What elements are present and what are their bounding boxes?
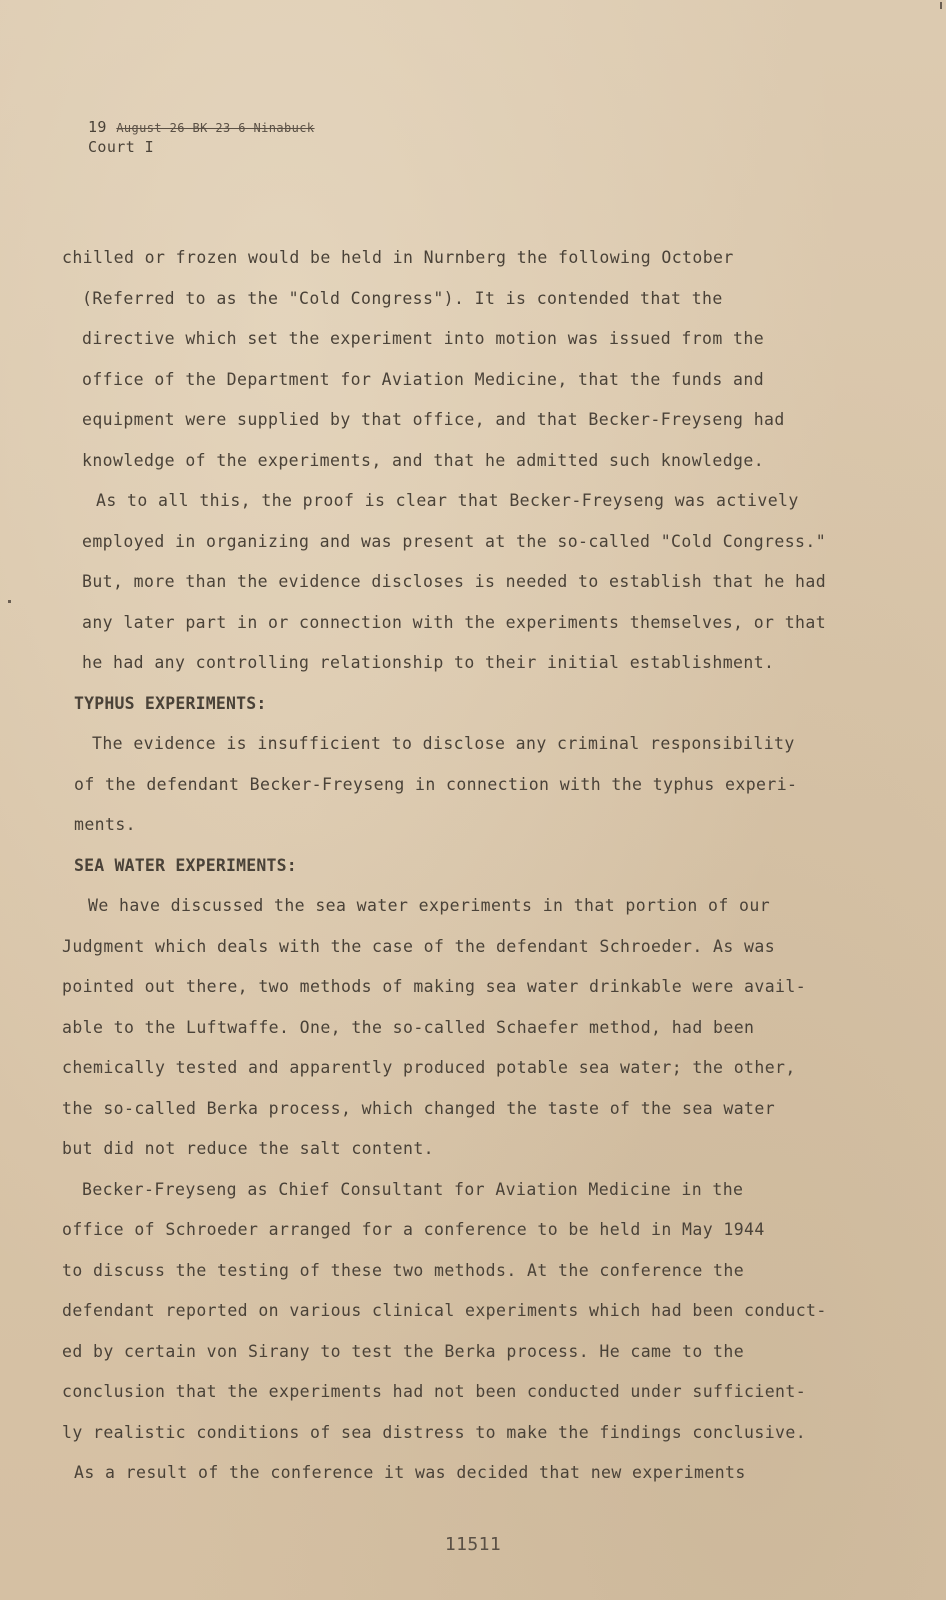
text-line: employed in organizing and was present at the so-called "Cold Congress." xyxy=(82,531,827,551)
page-number: 11511 xyxy=(444,1534,502,1555)
text-line: Judgment which deals with the case of the defendant Schroeder. As was xyxy=(62,936,776,956)
text-line: pointed out there, two methods of making sea water drinkable were avail- xyxy=(62,977,807,996)
text-line: chemically tested and apparently produced potable sea water; the other, xyxy=(62,1058,796,1077)
text-line: to discuss the testing of these two methods. At the conference the xyxy=(62,1260,745,1280)
text-line: But, more than the evidence discloses is needed to establish that he had xyxy=(82,572,827,591)
text-line: As a result of the conference it was decided that new experiments xyxy=(74,1463,746,1482)
text-line: office of the Department for Aviation Medicine, that the funds and xyxy=(82,369,765,389)
text-line: office of Schroeder arranged for a conference to be held in May 1944 xyxy=(62,1220,765,1239)
text-line: but did not reduce the salt content. xyxy=(62,1139,435,1158)
paper-mark xyxy=(940,2,942,9)
text-line: We have discussed the sea water experiments in that portion of our xyxy=(88,896,771,915)
text-line: Becker-Freyseng as Chief Consultant for Aviation Medicine in the xyxy=(82,1179,744,1199)
text-line: defendant reported on various clinical experiments which had been conduct- xyxy=(62,1301,827,1320)
text-line: The evidence is insufficient to disclose any criminal responsibility xyxy=(92,734,795,753)
text-line: any later part in or connection with the experiments themselves, or that xyxy=(82,612,827,632)
text-line: chilled or frozen would be held in Nurnberg the following October xyxy=(62,248,734,267)
text-line: conclusion that the experiments had not been conducted under sufficient- xyxy=(62,1382,807,1401)
text-line: (Referred to as the "Cold Congress"). It is contended that the xyxy=(82,288,723,308)
header-page-no: 19 xyxy=(88,118,107,136)
header-crossed-reference: August 26-BK-23-6-Ninabuck xyxy=(116,121,315,135)
section-heading-typhus: TYPHUS EXPERIMENTS: xyxy=(74,693,267,713)
header-court: Court I xyxy=(88,138,155,156)
text-line: As to all this, the proof is clear that Becker-Freyseng was actively xyxy=(96,491,799,510)
page-header xyxy=(88,118,315,157)
text-line: directive which set the experiment into motion was issued from the xyxy=(82,329,765,348)
text-line: ments. xyxy=(74,815,137,834)
paper-mark xyxy=(8,600,11,603)
text-line: of the defendant Becker-Freyseng in connection with the typhus experi- xyxy=(74,774,798,794)
text-line: ly realistic conditions of sea distress to make the findings conclusive. xyxy=(62,1422,807,1442)
text-line: he had any controlling relationship to their initial establishment. xyxy=(82,653,775,672)
text-line: knowledge of the experiments, and that he admitted such knowledge. xyxy=(82,450,765,470)
text-line: the so-called Berka process, which changed the taste of the sea water xyxy=(62,1098,776,1118)
text-line: equipment were supplied by that office, and that Becker-Freyseng had xyxy=(82,410,785,429)
text-line: able to the Luftwaffe. One, the so-called Schaefer method, had been xyxy=(62,1017,755,1037)
text-line: ed by certain von Sirany to test the Berka process. He came to the xyxy=(62,1341,745,1361)
section-heading-sea-water: SEA WATER EXPERIMENTS: xyxy=(74,855,297,875)
body-text xyxy=(62,238,852,1494)
